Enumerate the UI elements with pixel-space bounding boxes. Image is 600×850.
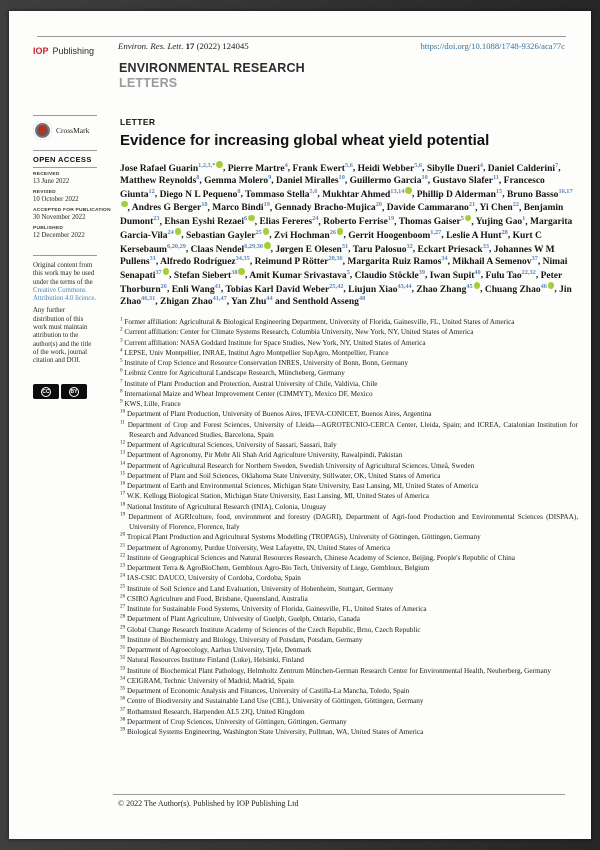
affiliation-number: 10 — [120, 408, 126, 415]
license-paragraph-2: Any further distribution of this work must maintain attribution to the author(s) and the title of the work, journal citation and DOI. — [33, 307, 92, 365]
affiliation-superscript: 19 — [387, 215, 395, 223]
affiliation-item: $^{39}$ Biological Systems Engineering, Washington State University, Pullman, WA, United States of America — [120, 726, 424, 736]
affiliation-superscript: 21 — [468, 201, 476, 209]
author: Guillermo Garcia$^{10}$ — [349, 173, 428, 186]
affiliation-superscript: 39 — [418, 268, 426, 276]
affiliation-superscript: 1,2,3,* — [198, 161, 216, 169]
affiliation-number: 9 — [120, 398, 123, 405]
publisher-logo — [33, 41, 94, 59]
orcid-icon[interactable] — [474, 282, 481, 289]
affiliation-number: 24 — [120, 572, 126, 579]
footer-divider — [113, 794, 565, 795]
affiliation-item: $^{15}$ Department of Plant and Soil Sciences, Oklahoma State University, Stillwater, OK, United States of America — [120, 470, 441, 480]
affiliation-superscript: 48 — [358, 294, 366, 302]
affiliation-number: 6 — [120, 367, 123, 374]
author: Tommaso Stella$^{5,6}$ — [245, 187, 318, 200]
author: Yan Zhu$^{44}$ — [231, 294, 273, 307]
affiliation-item: $^9$ KWS, Lille, France — [120, 398, 181, 408]
citation-journal: Environ. Res. Lett. — [118, 41, 184, 51]
author: Davide Cammarano$^{21}$ — [386, 201, 476, 214]
affiliation-number: 37 — [120, 706, 126, 713]
author: Elias Fereres$^{24}$ — [259, 215, 319, 228]
affiliation-superscript: 15 — [495, 187, 503, 195]
affiliation-item: $^5$ Institute of Crop Science and Resource Conservation INRES, University of Bonn, Bonn, Germany — [120, 357, 409, 367]
publisher-brand: IOP — [33, 46, 49, 56]
affiliation-number: 23 — [120, 562, 126, 569]
affiliation-number: 29 — [120, 624, 126, 631]
affiliation-number: 27 — [120, 603, 126, 610]
affiliation-superscript: 25 — [255, 228, 262, 236]
history-label: PUBLISHED — [33, 226, 64, 231]
doi-link[interactable]: https://doi.org/10.1088/1748-9326/aca77c — [420, 41, 565, 51]
author: Andres G Berger$^{18}$ — [131, 201, 208, 214]
affiliation-superscript: 22 — [512, 201, 519, 209]
affiliation-item: $^{20}$ Tropical Plant Production and Agricultural Systems Modelling (TROPAGS), University of Göttingen, Göttingen, Germany — [120, 531, 481, 542]
author: Jørgen E Olesen$^{31}$ — [275, 242, 349, 255]
author: Matthew Reynolds$^8$ — [120, 173, 200, 186]
author: Sebastian Gayler$^{25}$ — [186, 228, 262, 241]
affiliation-item: $^{34}$ CEIGRAM, Technic University of Madrid, Madrid, Spain — [120, 675, 294, 685]
affiliation-superscript: 37 — [531, 254, 538, 262]
affiliation-number: 22 — [120, 552, 126, 559]
affiliation-superscript: 1 — [522, 215, 526, 223]
affiliation-item: $^{12}$ Department of Agricultural Sciences, University of Sassari, Sassari, Italy — [120, 439, 337, 449]
author: Yi Chen$^{22}$ — [479, 201, 519, 214]
citation-issue: (2022) 124045 — [196, 41, 249, 51]
affiliation-superscript: 46 — [540, 282, 547, 290]
affiliation-number: 34 — [120, 675, 126, 682]
affiliation-item: $^{37}$ Rothamsted Research, Harpenden AL5 2JQ, United Kingdom — [120, 706, 305, 716]
by-icon: BY — [61, 384, 87, 399]
author: Johannes W M Pullens$^{31}$ — [120, 244, 555, 268]
affiliation-item: $^{23}$ Department Terra & AgroBioChem, Gembloux Agro-Bio Tech, University of Liege, Gembloux, Belgium — [120, 562, 430, 572]
affiliation-number: 17 — [120, 490, 126, 497]
sidebar-divider-1 — [33, 115, 97, 116]
history-date: 13 June 2022 — [33, 178, 70, 185]
copyright-notice: © 2022 The Author(s). Published by IOP Publishing Ltd — [118, 799, 299, 808]
citation-volume: 17 — [185, 41, 195, 51]
history-label: RECEIVED — [33, 172, 60, 177]
affiliation-item: $^{24}$ IAS-CSIC DAUCO, University of Cordoba, Cordoba, Spain — [120, 572, 301, 583]
affiliation-item: $^{17}$ W.K. Kellogg Biological Station, Michigan State University, East Lansing, MI, United States of America — [120, 490, 429, 501]
author: Mukhtar Ahmed$^{13,14}$ — [322, 187, 405, 200]
affiliation-item: $^{16}$ Department of Earth and Environmental Sciences, Michigan State University, East Lansing, MI, United States of America — [120, 480, 479, 490]
affiliation-item: $^{11}$ Department of Crop and Forest Sciences, University of Lleida—AGROTECNIO-CERCA Center, Lleida, Spain; and ICREA, Catalonian Institution for Research and Advanced Studies, Barcelona, Spain — [120, 419, 578, 439]
author: Margarita Ruiz Ramos$^{34}$ — [347, 254, 448, 268]
orcid-icon[interactable] — [548, 282, 555, 289]
affiliation-number: 33 — [120, 665, 126, 672]
author: Peter Thorburn$^{26}$ — [120, 270, 563, 295]
author: Gerrit Hoogenboom$^{1,27}$ — [348, 228, 442, 241]
affiliation-item: $^{21}$ Department of Agronomy, Purdue University, West Lafayette, IN, United States of America — [120, 542, 391, 552]
affiliation-superscript: 18 — [201, 201, 208, 209]
affiliation-superscript: 23 — [153, 215, 160, 223]
affiliation-superscript: 5,6 — [344, 161, 353, 169]
affiliation-superscript: 1,27 — [430, 228, 442, 236]
affiliation-item: $^{33}$ Institute of Biochemical Plant Pathology, Helmholtz Zentrum München-German Research Center for Environmental Health, Neuherberg, Germany — [120, 665, 551, 675]
affiliation-number: 8 — [120, 388, 123, 395]
affiliation-superscript: 6,29,30 — [244, 242, 264, 250]
sidebar-divider-3 — [33, 167, 97, 168]
affiliation-superscript: 34,35 — [235, 254, 250, 262]
affiliation-number: 30 — [120, 634, 126, 641]
cc-licence-link[interactable]: Creative Commons Attribution 4.0 licence. — [33, 286, 97, 303]
affiliation-number: 20 — [120, 531, 126, 538]
affiliation-item: $^{18}$ National Institute of Agricultural Research (INIA), Colonia, Uruguay — [120, 501, 327, 511]
affiliation-superscript: 31 — [149, 254, 156, 262]
author: Zhao Zhang$^{45}$ — [416, 282, 473, 295]
affiliation-item: $^{10}$ Department of Plant Production, University of Buenos Aires, IFEVA-CONICET, Buenos Aires, Argentina — [120, 408, 432, 419]
publisher-name: Publishing — [52, 46, 95, 56]
affiliation-superscript: 46,31 — [141, 294, 156, 302]
crossmark-icon — [33, 121, 52, 140]
affiliation-superscript: 5 — [460, 215, 464, 223]
orcid-icon[interactable] — [337, 228, 344, 235]
affiliation-superscript: 12 — [148, 187, 155, 195]
author: Jose Rafael Guarin$^{1,2,3,*}$ — [120, 161, 216, 174]
affiliation-number: 36 — [120, 695, 126, 702]
sidebar-divider-4 — [33, 255, 97, 256]
author: Pierre Martre$^4$ — [227, 161, 288, 174]
author: Stefan Siebert$^{38}$ — [173, 268, 238, 281]
affiliation-item: $^{25}$ Institute of Soil Science and Land Evaluation, University of Hohenheim, Stuttgart, Germany — [120, 583, 394, 593]
author: Bruno Basso$^{16,17}$ — [506, 187, 573, 200]
author: Alfredo Rodríguez$^{34,35}$ — [160, 254, 250, 268]
affiliation-superscript: 22,32 — [521, 268, 536, 276]
affiliation-item: $^{22}$ Institute of Geographical Sciences and Natural Resources Research, Chinese Academy of Science, Beijing, People's Republic of China — [120, 552, 515, 562]
orcid-icon[interactable] — [248, 215, 255, 222]
affiliation-number: 19 — [120, 511, 126, 518]
article-title: Evidence for increasing global wheat yield potential — [120, 132, 490, 149]
affiliation-item: $^{27}$ Institute for Sustainable Food Systems, University of Florida, Gainesville, FL, United States of America — [120, 603, 427, 613]
affiliation-superscript: 5,6 — [414, 161, 423, 169]
orcid-icon[interactable] — [405, 187, 412, 194]
affiliation-superscript: 4 — [284, 161, 288, 169]
orcid-icon[interactable] — [238, 268, 245, 275]
author-list: Jose Rafael Guarin$^{1,2,3,*}$ , Pierre Martre$^4$, Frank Ewert$^{5,6}$, Heidi Webber$^{5,6}$, Sibylle Dueri$^4$, Daniel Calderini$^7$, Matthew Reynolds$^8$, Gemma Molero$^9$, Daniel Miralles$^{10}$, Guillermo Garcia$^{10}$, Gustavo Slafer$^{11}$, Francesco Giunta$^{12}$, Diego N L Pequeno$^8$, Tommaso Stella$^{5,6}$, Mukhtar Ahmed$^{13,14}$ , Phillip D Alderman$^{15}$, Bruno Basso$^{16,17}$, Andres G Berger$^{18}$, Marco Bindi$^{19}$, Gennady Bracho-Mujica$^{20}$, Davide Cammarano$^{21}$, Yi Chen$^{22}$, Benjamin Dumont$^{23}$, Ehsan Eyshi Rezaei$^6$ , Elias Fereres$^{24}$, Roberto Ferrise$^{19}$, Thomas Gaiser$^5$ , Yujing Gao$^1$, Margarita Garcia-Vila$^{24}$ , Sebastian Gayler$^{25}$ , Zvi Hochman$^{26}$ , Gerrit Hoogenboom$^{1,27}$, Leslie A Hunt$^{28}$, Kurt C Kersebaum$^{6,20,29}$, Claas Nendel$^{6,29,30}$ , Jørgen E Olesen$^{31}$, Taru Palosuo$^{32}$, Eckart Priesack$^{33}$, Johannes W M Pullens$^{31}$, Alfredo Rodríguez$^{34,35}$, Reimund P Rötter$^{20,36}$, Margarita Ruiz Ramos$^{34}$, Mikhail A Semenov$^{37}$, Nimai Senapati$^{37}$ , Stefan Siebert$^{38}$ , Amit Kumar Srivastava$^5$, Claudio Stöckle$^{39}$, Iwan Supit$^{40}$, Fulu Tao$^{22,32}$, Peter Thorburn$^{26}$, Enli Wang$^{41}$, Tobias Karl David Weber$^{25,42}$, Liujun Xiao$^{43,44}$, Zhao Zhang$^{45}$ , Chuang Zhao$^{46}$ , Jin Zhao$^{46,31}$, Zhigan Zhao$^{41,47}$, Yan Zhu$^{44}$ and Senthold Asseng$^{48}$ — [120, 161, 573, 307]
affiliation-superscript: 37 — [155, 268, 162, 276]
affiliation-superscript: 20,36 — [328, 254, 343, 262]
open-access-badge: OPEN ACCESS — [33, 155, 92, 164]
history-label: REVISED — [33, 190, 56, 195]
author: Iwan Supit$^{40}$ — [429, 268, 481, 281]
author: Phillip D Alderman$^{15}$ — [416, 187, 503, 200]
affiliation-number: 16 — [120, 480, 126, 487]
author: Roberto Ferrise$^{19}$ — [323, 215, 395, 228]
affiliation-number: 26 — [120, 593, 126, 600]
affiliation-superscript: 8 — [196, 173, 200, 181]
author: Heidi Webber$^{5,6}$ — [357, 161, 423, 174]
author: Chuang Zhao$^{46}$ — [484, 282, 547, 295]
affiliation-superscript: 6 — [244, 215, 248, 223]
affiliation-superscript: 16,17 — [558, 187, 573, 195]
author: Gustavo Slafer$^{11}$ — [432, 173, 499, 186]
history-date: 12 December 2022 — [33, 232, 85, 239]
history-label: ACCEPTED FOR PUBLICATION — [33, 208, 111, 213]
affiliation-superscript: 32 — [406, 242, 413, 250]
author: Francesco Giunta$^{12}$ — [120, 175, 545, 200]
affiliation-superscript: 43,44 — [397, 282, 412, 290]
affiliation-item: $^{35}$ Department of Economic Analysis and Finances, University of Castilla-La Mancha, Toledo, Spain — [120, 685, 410, 695]
author: Claudio Stöckle$^{39}$ — [354, 268, 426, 281]
affiliation-item: $^6$ Leibniz Centre for Agricultural Landscape Research, Müncheberg, Germany — [120, 367, 345, 378]
author: Claas Nendel$^{6,29,30}$ — [190, 242, 264, 255]
author: Kurt C Kersebaum$^{6,20,29}$ — [120, 230, 542, 255]
affiliation-item: $^7$ Institute of Plant Production and Protection, Austral University of Chile, Valdivia, Chile — [120, 378, 378, 388]
affiliation-superscript: 40 — [474, 268, 481, 276]
affiliation-superscript: 9 — [268, 173, 272, 181]
affiliation-superscript: 13,14 — [390, 187, 405, 195]
affiliation-number: 38 — [120, 716, 126, 723]
author: Reimund P Rötter$^{20,36}$ — [254, 254, 343, 268]
affiliation-item: $^{30}$ Institute of Biochemistry and Biology, University of Potsdam, Potsdam, Germany — [120, 634, 363, 644]
affiliation-superscript: 26 — [160, 282, 167, 290]
affiliation-superscript: 10 — [421, 173, 428, 181]
affiliation-superscript: 44 — [266, 294, 273, 302]
author: Gemma Molero$^9$ — [204, 173, 272, 186]
author: Nimai Senapati$^{37}$ — [120, 257, 568, 281]
author: Taru Palosuo$^{32}$ — [352, 242, 413, 255]
affiliation-item: $^3$ Current affiliation: NASA Goddard Institute for Space Studies, New York, NY, United States of America — [120, 337, 426, 347]
author: Mikhail A Semenov$^{37}$ — [452, 254, 538, 268]
affiliation-item: $^{31}$ Department of Agroecology, Aarhus University, Tjele, Denmark — [120, 644, 312, 654]
affiliation-superscript: 31 — [341, 242, 349, 250]
history-date: 30 November 2022 — [33, 214, 86, 221]
affiliation-number: 4 — [120, 347, 123, 354]
author: Ehsan Eyshi Rezaei$^6$ — [164, 215, 248, 228]
affiliation-superscript: 10 — [338, 173, 345, 181]
author: Eckart Priesack$^{33}$ — [417, 242, 489, 255]
article-history — [33, 172, 111, 244]
affiliation-number: 2 — [120, 326, 123, 333]
author: Daniel Miralles$^{10}$ — [276, 173, 345, 186]
author: Benjamin Dumont$^{23}$ — [120, 203, 564, 228]
affiliation-superscript: 38 — [231, 268, 238, 276]
affiliation-superscript: 28 — [501, 228, 508, 236]
author: Frank Ewert$^{5,6}$ — [292, 161, 353, 174]
affiliation-item: $^{19}$ Department of AGRIculture, food, environment and forestry (DAGRI), Department of Agri-food Production and Environmental Sciences (DISPAA), University of Florence, Florence, Italy — [120, 511, 578, 531]
affiliation-number: 28 — [120, 613, 126, 620]
author: Zhigan Zhao$^{41,47}$ — [160, 294, 227, 307]
affiliation-number: 35 — [120, 685, 126, 692]
affiliation-superscript: 26 — [329, 228, 336, 236]
affiliation-item: $^{28}$ Department of Plant Agriculture, University of Guelph, Guelph, Ontario, Canada — [120, 613, 360, 624]
author: Enli Wang$^{41}$ — [171, 282, 221, 295]
orcid-icon[interactable] — [175, 228, 182, 235]
affiliation-item: $^1$ Former affiliation: Agricultural & Biological Engineering Department, University of Florida, Gainesville, FL, United States of America — [120, 316, 515, 326]
author: Zvi Hochman$^{26}$ — [274, 228, 336, 241]
header-divider — [37, 36, 566, 37]
cc-icon: CC — [33, 384, 59, 399]
author: Leslie A Hunt$^{28}$ — [446, 228, 508, 241]
affiliation-number: 11 — [120, 419, 125, 426]
affiliation-superscript: 6,20,29 — [166, 242, 186, 250]
affiliation-superscript: 45 — [466, 282, 473, 290]
affiliation-superscript: 25,42 — [329, 282, 344, 290]
author: Gennady Bracho-Mujica$^{20}$ — [274, 201, 382, 214]
affiliation-superscript: 24 — [167, 228, 174, 236]
orcid-icon[interactable] — [216, 161, 223, 168]
history-date: 10 October 2022 — [33, 196, 79, 203]
author: Margarita Garcia-Vila$^{24}$ — [120, 217, 573, 241]
article-type-label: LETTER — [120, 117, 156, 127]
affiliation-number: 14 — [120, 460, 126, 467]
journal-citation — [118, 41, 249, 51]
affiliation-superscript: 4 — [479, 161, 484, 169]
affiliation-item: $^4$ LEPSE, Univ Montpellier, INRAE, Institut Agro Montpellier SupAgro, Montpellier, France — [120, 347, 389, 357]
crossmark-button[interactable] — [33, 121, 97, 140]
affiliation-number: 25 — [120, 583, 126, 590]
author: Amit Kumar Srivastava$^5$ — [249, 268, 350, 281]
affiliation-superscript: 41,47 — [212, 294, 227, 302]
affiliation-number: 15 — [120, 470, 126, 477]
orcid-icon[interactable] — [264, 242, 271, 249]
license-paragraph-1: Original content from this work may be used under the terms of the Creative Commons Attribution 4.0 licence. — [33, 262, 97, 303]
affiliation-superscript: 5 — [346, 268, 350, 276]
affiliation-item: $^{36}$ Centre of Biodiversity and Sustainable Land Use (CBL), University of Göttingen, Göttingen, Germany — [120, 695, 424, 706]
affiliation-number: 18 — [120, 501, 126, 508]
affiliation-list — [120, 317, 578, 737]
cc-by-badge[interactable] — [33, 384, 97, 399]
affiliation-superscript: 5,6 — [309, 187, 318, 195]
affiliation-superscript: 41 — [214, 282, 221, 290]
affiliation-superscript: 24 — [312, 215, 319, 223]
author: Senthold Asseng$^{48}$ — [292, 294, 366, 307]
affiliation-superscript: 20 — [375, 201, 382, 209]
affiliation-superscript: 8 — [237, 187, 241, 195]
affiliation-superscript: 7 — [555, 161, 559, 169]
affiliation-item: $^{29}$ Global Change Research Institute Academy of Sciences of the Czech Republic, Brno, Czech Republic — [120, 624, 421, 634]
author: Jin Zhao$^{46,31}$ — [120, 284, 572, 307]
affiliation-number: 32 — [120, 654, 126, 661]
affiliation-number: 31 — [120, 644, 126, 651]
author: Sibylle Dueri$^4$ — [426, 161, 484, 174]
affiliation-item: $^2$ Current affiliation: Center for Climate Systems Research, Columbia University, New York, NY, United States of America — [120, 326, 474, 337]
author: Diego N L Pequeno$^8$ — [159, 187, 241, 200]
affiliation-item: $^8$ International Maize and Wheat Improvement Center (CIMMYT), Mexico DF, Mexico — [120, 388, 373, 398]
affiliation-superscript: 19 — [263, 201, 270, 209]
affiliation-item: $^{14}$ Department of Agricultural Research for Northern Sweden, Swedish University of Agricultural Sciences, Umeå, Sweden — [120, 460, 475, 470]
author: Marco Bindi$^{19}$ — [212, 201, 270, 214]
affiliation-superscript: 34 — [441, 254, 448, 262]
affiliation-number: 12 — [120, 439, 126, 446]
license-note — [33, 262, 97, 366]
affiliation-item: $^{38}$ Department of Crop Sciences, University of Göttingen, Göttingen, Germany — [120, 716, 347, 726]
orcid-icon[interactable] — [121, 201, 128, 208]
crossmark-label: CrossMark — [56, 126, 90, 135]
journal-name-line2: LETTERS — [119, 76, 178, 90]
affiliation-superscript: 33 — [482, 242, 489, 250]
author: Tobias Karl David Weber$^{25,42}$ — [225, 282, 344, 295]
author: Fulu Tao$^{22,32}$ — [485, 268, 536, 281]
affiliation-number: 21 — [120, 542, 126, 549]
paper-page — [9, 11, 591, 839]
affiliation-number: 1 — [120, 316, 123, 323]
author: Yujing Gao$^1$ — [475, 215, 526, 228]
author: Daniel Calderini$^7$ — [487, 161, 559, 174]
journal-name-line1: ENVIRONMENTAL RESEARCH — [119, 61, 305, 75]
affiliation-number: 5 — [120, 357, 123, 364]
affiliation-number: 7 — [120, 378, 123, 385]
orcid-icon[interactable] — [465, 215, 472, 222]
sidebar-divider-2 — [33, 150, 97, 151]
author: Thomas Gaiser$^5$ — [398, 215, 464, 228]
author: Liujun Xiao$^{43,44}$ — [348, 282, 412, 295]
orcid-icon[interactable] — [263, 228, 270, 235]
affiliation-superscript: 11 — [492, 173, 499, 181]
affiliation-number: 13 — [120, 449, 126, 456]
orcid-icon[interactable] — [163, 268, 170, 275]
affiliation-item: $^{32}$ Natural Resources Institute Finland (Luke), Helsinki, Finland — [120, 654, 304, 665]
affiliation-item: $^{26}$ CSIRO Agriculture and Food, Brisbane, Queensland, Australia — [120, 593, 308, 603]
affiliation-number: 3 — [120, 337, 123, 344]
affiliation-number: 39 — [120, 726, 126, 733]
affiliation-item: $^{13}$ Department of Agronomy, Pir Mehr Ali Shah Arid Agriculture University, Rawalpindi, Pakistan — [120, 449, 403, 460]
